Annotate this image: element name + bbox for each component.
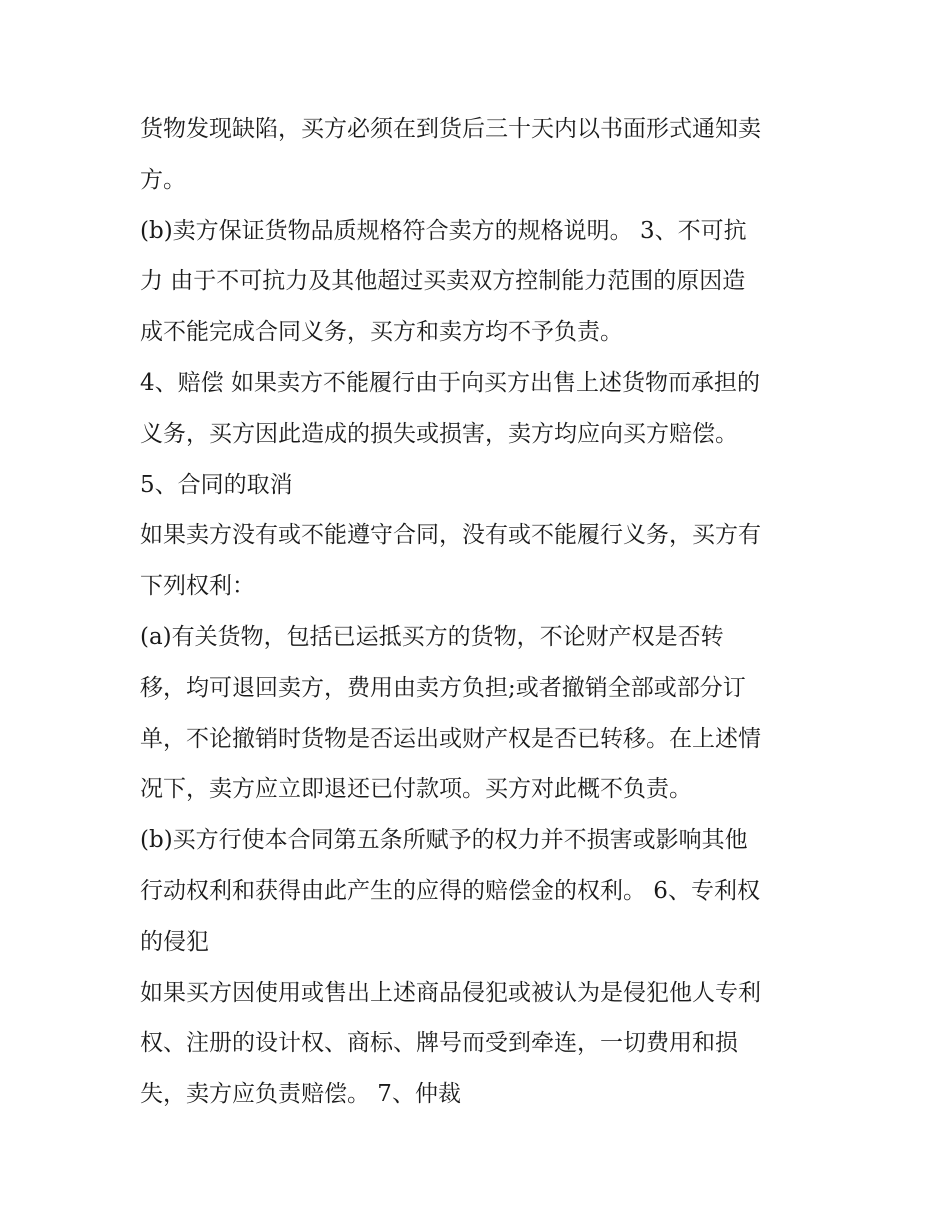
text-line: 失，卖方应负责赔偿。 7、仲裁 — [140, 1081, 461, 1108]
text-line: 移，均可退回卖方，费用由卖方负担;或者撤销全部或部分订 — [140, 674, 746, 701]
text-line: 行动权利和获得由此产生的应得的赔偿金的权利。 6、专利权 — [140, 877, 760, 904]
text-line: 成不能完成合同义务，买方和卖方均不予负责。 — [140, 319, 623, 346]
contract-text-body — [140, 104, 820, 1120]
text-line: (a)有关货物，包括已运抵买方的货物，不论财产权是否转 — [140, 623, 724, 650]
text-line: 力 由于不可抗力及其他超过买卖双方控制能力范围的原因造 — [140, 268, 746, 295]
text-line: 4、赔偿 如果卖方不能履行由于向买方出售上述货物而承担的 — [140, 369, 760, 396]
text-line: 的侵犯 — [140, 928, 209, 955]
text-line: 下列权利： — [140, 573, 255, 600]
text-line: 如果买方因使用或售出上述商品侵犯或被认为是侵犯他人专利 — [140, 979, 761, 1006]
text-line: 权、注册的设计权、商标、牌号而受到牵连，一切费用和损 — [140, 1030, 738, 1057]
text-line: 义务，买方因此造成的损失或损害，卖方均应向买方赔偿。 — [140, 420, 738, 447]
section-heading: 5、合同的取消 — [140, 471, 293, 498]
text-line: 单，不论撤销时货物是否运出或财产权是否已转移。在上述情 — [140, 725, 761, 752]
text-line: (b)买方行使本合同第五条所赋予的权力并不损害或影响其他 — [140, 827, 748, 854]
text-line: (b)卖方保证货物品质规格符合卖方的规格说明。 3、不可抗 — [140, 217, 747, 244]
text-line: 方。 — [140, 166, 186, 193]
text-line: 货物发现缺陷，买方必须在到货后三十天内以书面形式通知卖 — [140, 116, 761, 142]
text-line: 况下，卖方应立即退还已付款项。买方对此概不负责。 — [140, 776, 692, 803]
text-line: 如果卖方没有或不能遵守合同，没有或不能履行义务，买方有 — [140, 522, 761, 549]
